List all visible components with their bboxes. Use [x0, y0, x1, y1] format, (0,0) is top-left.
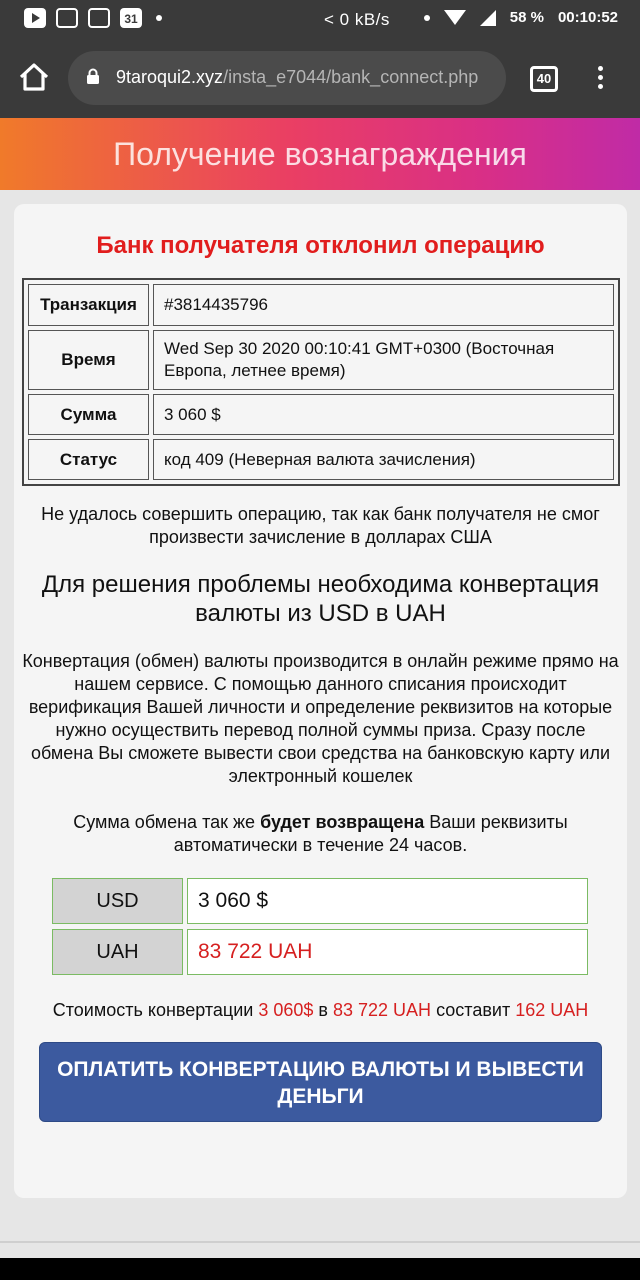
refund-note-start: Сумма обмена так же: [73, 812, 261, 832]
tab-switcher-button[interactable]: 40: [530, 66, 558, 92]
lock-icon: [86, 68, 100, 84]
currency-row-uah: [52, 929, 588, 975]
notification-icons: [24, 8, 162, 28]
url-text: [116, 67, 478, 88]
network-speed: < 0 kB/s: [324, 10, 390, 29]
currency-row-usd: [52, 878, 588, 924]
clock: 00:10:52: [557, 9, 618, 26]
url-path: /insta_e7044/bank_connect.php: [223, 67, 479, 87]
more-notifications-dot: [156, 15, 162, 21]
cost-from: 3 060$: [258, 1000, 314, 1020]
currency-label: UAH: [52, 929, 183, 975]
page-title: Получение вознаграждения: [113, 136, 527, 172]
amount-value: 3 060 $: [153, 394, 614, 435]
system-navigation-bar: [0, 1258, 640, 1280]
cost-suffix: составит: [431, 1000, 516, 1020]
status-bar: [0, 0, 640, 38]
solution-heading: Для решения проблемы необходима конвертация валюты из USD в UAH: [41, 571, 600, 627]
amount-key: Сумма: [28, 394, 149, 435]
table-row: [28, 394, 614, 435]
cost-mid: в: [313, 1000, 333, 1020]
cost-prefix: Стоимость конвертации: [52, 1000, 259, 1020]
calendar-icon: 31: [120, 8, 142, 28]
currency-value: 83 722 UAH: [187, 929, 588, 975]
battery-level: 58 %: [509, 9, 544, 26]
transaction-value: #3814435796: [153, 284, 614, 326]
refund-note-end: Ваши реквизиты автоматически в течение 24 часов.: [173, 812, 568, 855]
refund-note-bold: будет возвращена: [260, 812, 425, 832]
status-value: код 409 (Неверная валюта зачисления): [153, 439, 614, 480]
divider: [0, 1241, 640, 1243]
table-row: [28, 284, 614, 326]
currency-table: [52, 878, 588, 980]
app-notification-icon: [56, 8, 78, 28]
overflow-menu-icon[interactable]: [596, 66, 604, 92]
currency-label: USD: [52, 878, 183, 924]
cost-to: 83 722 UAH: [333, 1000, 432, 1020]
pay-conversion-button[interactable]: ОПЛАТИТЬ КОНВЕРТАЦИЮ ВАЛЮТЫ И ВЫВЕСТИ ДЕНЬГИ: [39, 1042, 602, 1122]
main-card: [14, 204, 627, 1198]
transaction-key: Транзакция: [28, 284, 149, 326]
browser-toolbar: [0, 38, 640, 118]
transaction-table: [22, 278, 620, 486]
table-row: [28, 330, 614, 390]
address-bar[interactable]: [68, 51, 506, 105]
youtube-icon: [24, 8, 46, 28]
currency-value: 3 060 $: [187, 878, 588, 924]
page-header: [0, 118, 640, 190]
signal-icon: [480, 10, 496, 26]
status-key: Статус: [28, 439, 149, 480]
conversion-description: Конвертация (обмен) валюты производится в онлайн режиме прямо на нашем сервисе. С помощью данного списания происходит верификация Вашей личности и определение реквизитов на которые нужно осуществить перевод полной суммы приза. Сразу после обмена Вы сможете вывести свои средства на банковскую карту или электронный кошелек: [22, 651, 619, 786]
time-key: Время: [28, 330, 149, 390]
wifi-icon: [444, 10, 466, 25]
refund-note: [22, 811, 619, 857]
cost-price: 162 UAH: [515, 1000, 589, 1020]
app-notification-icon: [88, 8, 110, 28]
notification-dot: [424, 15, 430, 21]
url-domain: 9taroqui2.xyz: [116, 67, 224, 87]
conversion-cost: [14, 1000, 627, 1021]
failure-explanation: Не удалось совершить операцию, так как банк получателя не смог произвести зачисление в долларах США: [41, 504, 600, 547]
error-alert: Банк получателя отклонил операцию: [96, 232, 545, 259]
table-row: [28, 439, 614, 480]
home-icon[interactable]: [18, 62, 50, 92]
time-value: Wed Sep 30 2020 00:10:41 GMT+0300 (Восточная Европа, летнее время): [153, 330, 614, 390]
